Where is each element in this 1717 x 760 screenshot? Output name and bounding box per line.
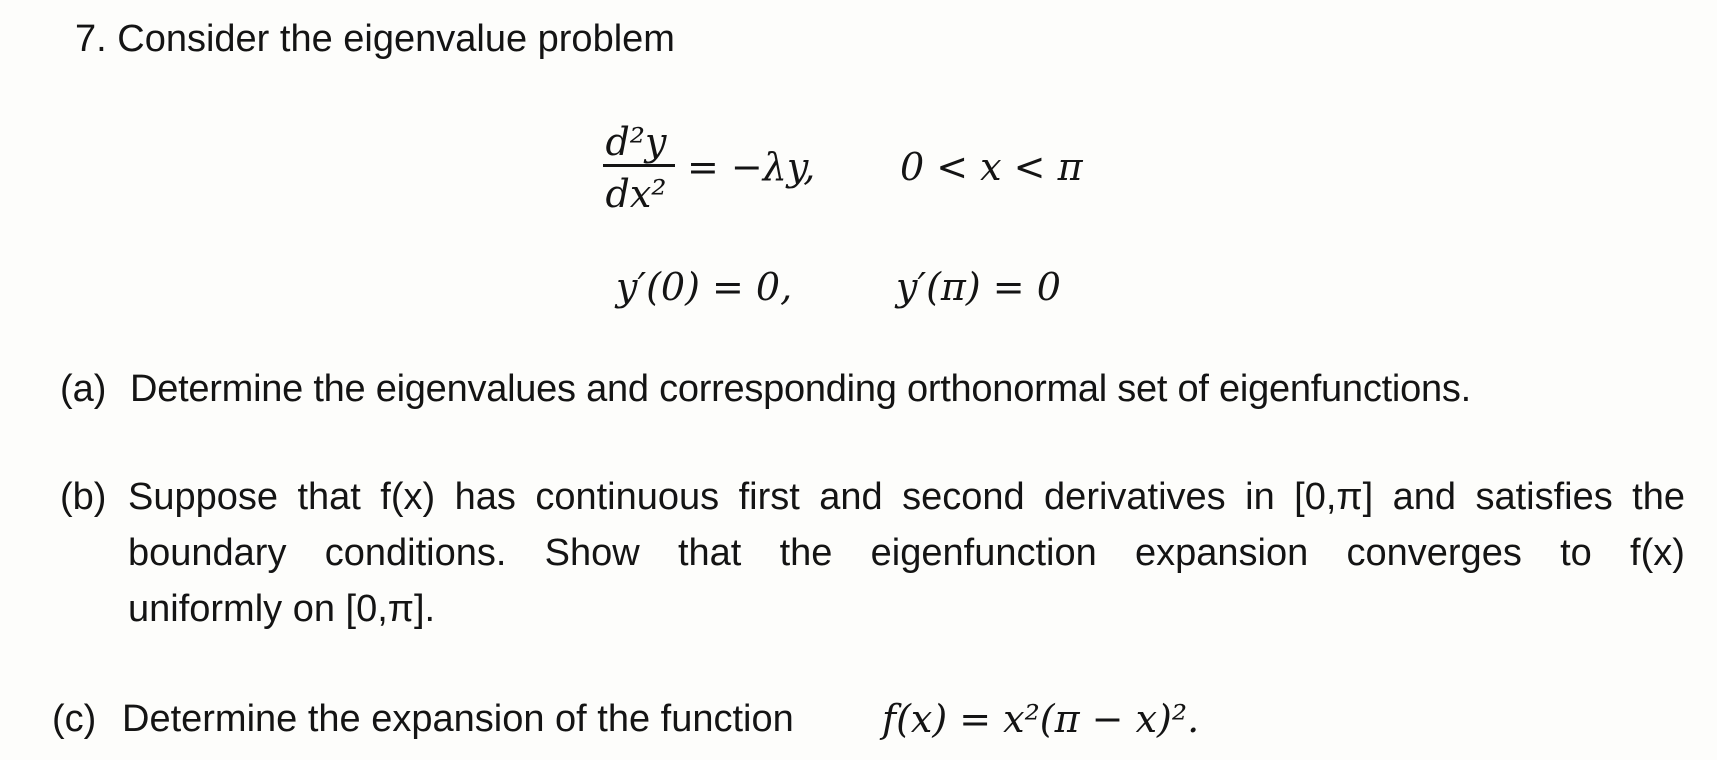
word: that (297, 476, 361, 518)
problem-title: 7. Consider the eigenvalue problem (75, 18, 675, 60)
word: and (1392, 476, 1457, 518)
part-c-formula: f(x) = x²(π − x)². (882, 697, 1200, 741)
word: continuous (535, 476, 720, 518)
word: the (779, 532, 833, 574)
word: Suppose (128, 476, 279, 518)
word: first (738, 476, 800, 518)
fraction-bar (603, 164, 675, 167)
word: that (677, 532, 742, 574)
word: conditions. (324, 532, 507, 574)
word: second (902, 476, 1025, 518)
equation-domain: 0 < x < π (900, 145, 1083, 189)
boundary-condition-right: y′(π) = 0 (896, 265, 1061, 309)
word: [0,π] (1294, 476, 1374, 518)
word: eigenfunction (870, 532, 1097, 574)
word: converges (1346, 532, 1522, 574)
word: Show (544, 532, 640, 574)
equation-numerator: d²y (605, 120, 667, 164)
part-c-text: Determine the expansion of the function (122, 698, 794, 740)
part-a-text: Determine the eigenvalues and corresponding orthonormal set of eigenfunctions. (130, 368, 1471, 410)
word: the (1632, 476, 1685, 518)
word: f(x) (380, 476, 436, 518)
part-b-line-1 (128, 478, 1685, 516)
part-b-line-2 (128, 534, 1685, 572)
equation-rhs: = −λy, (687, 145, 816, 189)
word: derivatives (1044, 476, 1226, 518)
boundary-condition-left: y′(0) = 0, (616, 265, 793, 309)
equation-denominator: dx² (605, 172, 667, 216)
word: in (1245, 476, 1275, 518)
word: to (1560, 532, 1592, 574)
word: f(x) (1630, 532, 1685, 574)
word: satisfies (1475, 476, 1613, 518)
part-c-label: (c) (52, 698, 97, 740)
word: and (819, 476, 883, 518)
word: boundary (128, 532, 287, 574)
part-a-label: (a) (60, 368, 107, 410)
part-b-label: (b) (60, 476, 107, 518)
word: expansion (1135, 532, 1309, 574)
word: has (454, 476, 516, 518)
part-b-line-3: uniformly on [0,π]. (128, 588, 436, 630)
